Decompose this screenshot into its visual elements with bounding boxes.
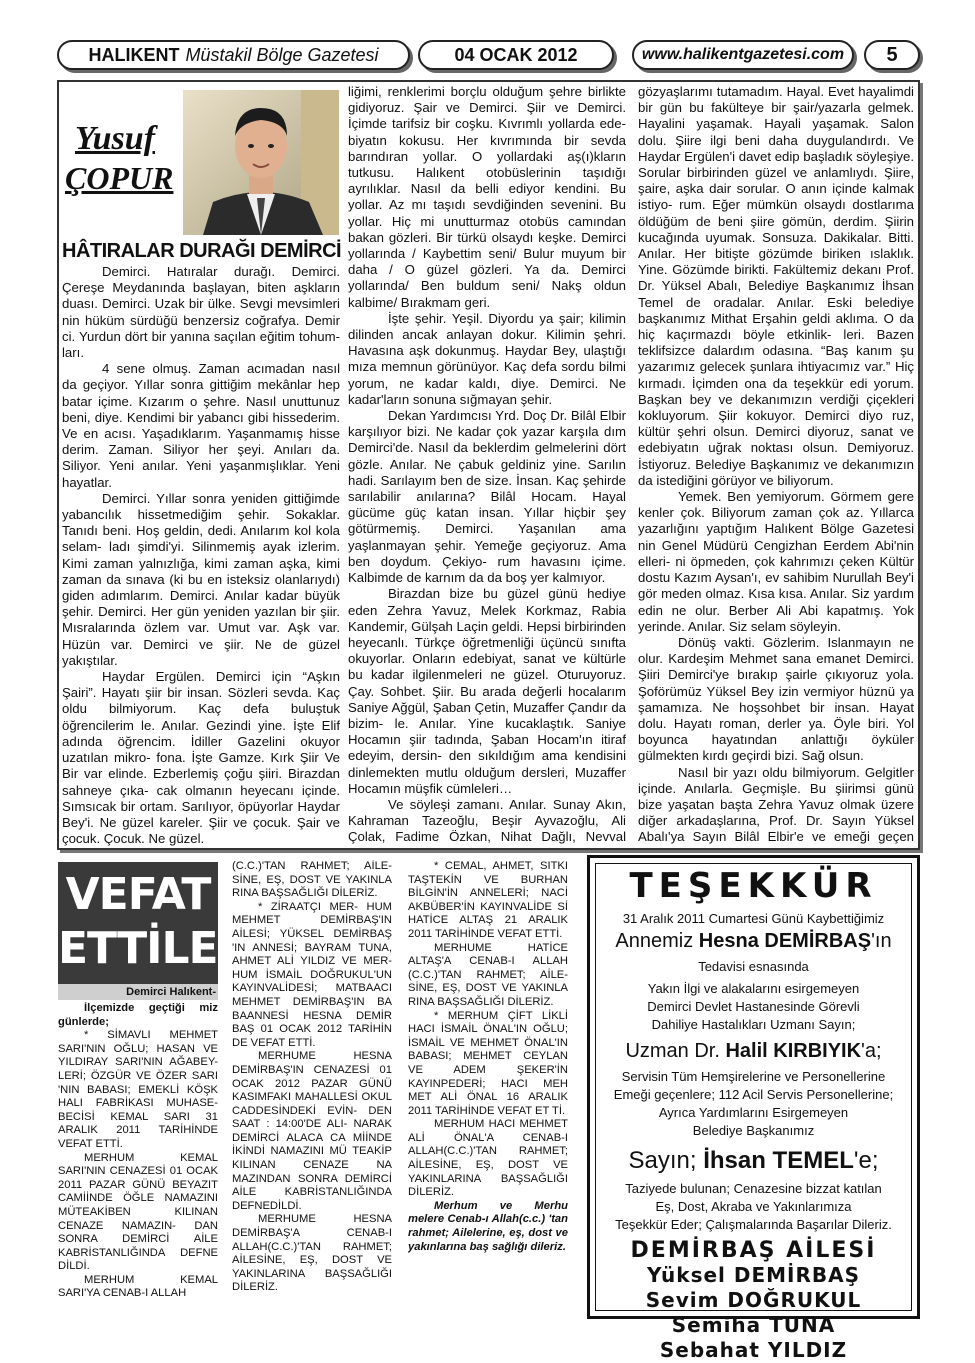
thank-you-line: Servisin Tüm Hemşirelerine ve Personellerine (621, 1069, 886, 1084)
obituary-paragraph: * SİMAVLI MEHMET SARI'NIN OĞLU; HASAN VE YILDIRAY SARI'NIN AĞABEY- LERİ; ÖZGÜR VE ÖZER SARI 'NIN BABASI; EMEKLİ KÖŞK HALI FABRİKASI MUHASE- BECİSİ KEMAL SARI 31 ARALIK 2011 TARİHİNDE VEFAT ETTİ. (58, 1029, 218, 1150)
obituary-paragraph: MERHUME HESNA DEMİRBAŞ'A CENAB-I ALLAH(C.C.)'TAN RAHMET; AİLESİNE, EŞ, DOST VE YAKINLARINA BAŞSAĞLIĞI DİLERİZ. (232, 1213, 392, 1294)
article-paragraph: İşte şehir. Yeşil. Diyordu ya şair; kilimin dilinden ancak anlayan dokur. Kilimin şehri. Havasına aşk dokunmuş. Haydar Bey, ulaştığı mıza memnun görünüyor. Kaç defa sordu bilmi yorum, ne kadar kaldı, diye. Demirci. Ne kadar'ların sonuna sığmayan şehir. (348, 310, 626, 407)
thank-you-text: 'ın (871, 930, 892, 952)
family-member: Sevim DOĞRUKUL (645, 1288, 862, 1312)
thank-you-text: 'a; (861, 1040, 882, 1062)
obituary-closing: Merhum ve Merhu melere Cenab-ı Allah(c.c.) 'tan rahmet; Ailelerine, eş, dost ve yakınlarına baş sağlığı dileriz. (408, 1199, 568, 1253)
thank-you-line: Taziyede bulunan; Cenazesine bizzat katılan (625, 1181, 882, 1196)
obituary-paragraph: MERHUM HACI MEHMET ALİ ÖNAL'A CENAB-I ALLAH(C.C.)'TAN RAHMET; AİLESİNE, EŞ, DOST VE YAKINLARINA BAŞSAĞLIĞI DİLERİZ. (408, 1118, 568, 1199)
thank-you-line: Emeği geçenlere; 112 Acil Servis Personellerine; (613, 1087, 894, 1102)
thank-you-line: Teşekkür Eder; Çalışmalarında Başarılar Dileriz. (615, 1217, 892, 1232)
family-member: Semiha TUNA (671, 1313, 836, 1337)
obituary-column-1 (58, 1002, 218, 1322)
obituary-paragraph: MERHUME HESNA DEMİRBAŞ'IN CENAZESİ 01 OCAK 2012 PAZAR GÜNÜ KASIMFAKI MAHALLESİ OKUL CADDESİNDEKİ EVİN- DEN SAAT : 14:00'DE ALI- NARAK DEMİRCİ ALACA CA MİİNDE İKİNDİ NAMAZINI MÜ TEAKİP KILINAN CENAZE NA MAZINDAN SONRA DEMİRCİ AİLE KABRİSTANLIĞINDA DEFNEDİLDİ. (232, 1050, 392, 1212)
mayor-name: İhsan TEMEL (703, 1147, 854, 1174)
article-paragraph: Nasıl bir yazı oldu bilmiyorum. Gelgitler içinde. Anılarla. Geçmişle. Bu şiirimsi günü bize yaşatan başta Zehra Yavuz olmak üzere diğer arkadaşlarına, Prof. Dr. Sayın Yüksel Abalı'ya Sayın Bilâl Elbir'e ve emeği geçen (638, 764, 914, 845)
author-photo (183, 90, 339, 235)
thank-you-deceased (590, 928, 917, 954)
website: www.halikentgazetesi.com (641, 46, 845, 63)
obituary-title-line-2: ETTİLER (58, 923, 251, 974)
paper-name: HALIKENT (88, 44, 180, 65)
article-paragraph: Ve söyleşi zamanı. Anılar. Sunay Akın, Kahraman Tazeoğlu, Beşir Ayvazoğlu, Ali Çolak, Fadime Özkan, Nihat Dağlı, Nevval (348, 796, 626, 845)
date-pill (418, 40, 614, 70)
article-paragraph: Dekan Yardımcısı Yrd. Doç Dr. Bilâl Elbir karşılıyor bizi. Ne kadar çok yazar karşıla dım Demirci'de. Nasıl da beklerdim gelmelerini dört gözle. Anılar. Ne çabuk geldiniz yine. Sarılın hadi. Sarılayım ben de size. İnsan. Kaç şehirde sarılabilir anılarına? Bilâl Hocam. Hayal gücüme güç katan insan. Yıllar hiçbir şey götürmemiş. Demirci. Yaşanılan ama yaşlanmayan şehir. Yemeğe geçiyoruz. Ama ben doydum. Çekiyo- rum havasını içime. Kalbimde de karnım da da boş yer kalmıyor. (348, 408, 626, 586)
thank-you-text: Annemiz (615, 930, 699, 952)
article-column-1 (62, 264, 340, 846)
thank-you-line: Ayrıca Yardımlarını Esirgemeyen (658, 1105, 849, 1120)
article-paragraph: liğimi, renklerimi borçlu olduğum şehre birlikte gidiyoruz. Şair ve Demirci. Şiir ve Demirci. İçimde tarifsiz bir coşku. Kıvrımlı yollarda ede- biyatın kokusu. Her kıvrımında bir sevda barındıran yollar. O yollardaki aş(ı)kların tutkusu. Halıkent otobüslerinin taşıdığı ayrılıklar. Nasıl da belli ediyor kendini. Bu yollar. Az mı taşıdı sevdiğinden sevenini. Bu yollar. Hiç mi unutturmaz otobüs camından bakan gözleri. Bir türkü olsaydı keşke. Demirci yollarında / Kaybettim seni/ Bulur muyum bir daha / O güzel gözleri. Ya da. Demirci yollarında/ Ben buldum seni/ Nakş oldun kalbime/ Bırakmam geri. (348, 84, 626, 310)
family-name: DEMİRBAŞ AİLESİ (630, 1238, 877, 1263)
doctor-name: Halil KIRBIYIK (725, 1040, 862, 1062)
article-paragraph: Demirci. Yıllar sonra yeniden gittiğimde yabancılık hissetmediğim şehir. Sokaklar. Tanıdı beni. Hoş geldin, dedi. Anılarım kol kola selam- ladı şimdi'yi. Silinmemiş ayak izlerim. Kimi zaman yalnızlığa, kimi zaman aşka, kimi zaman da sınava (ki bu en isteksiz olanlarıydı) giden adımlarım. Demirci. Anılar kadar büyük şehir. Demirci. Her gün yeniden yazılan bir şiir. Mısralarında özlem var. Umut var. Aşk var. Hüzün var. Demirci ve şiir. Ne de güzel yakıştılar. (62, 490, 340, 668)
article-paragraph: Demirci. Hatıralar durağı. Demirci. Çereşe Meydanında başlayan, biten aşkların duası. Demirci. Uzak bir ülke. Sevgi mevsimleri nin hüküm sürdüğü benzersiz coğrafya. Demir ci. Yurdun dört bir yanına saçılan eğitim tohum- ları. (62, 264, 340, 361)
thank-you-title: TEŞEKKÜR (629, 866, 878, 906)
paper-subtitle: Müstakil Bölge Gazetesi (185, 44, 379, 65)
website-pill (632, 40, 854, 70)
deceased-name: Hesna DEMİRBAŞ (698, 930, 872, 952)
thank-you-text: Uzman Dr. (625, 1040, 726, 1062)
author-portrait-image (183, 90, 339, 235)
obituary-paragraph: MERHUM KEMAL SARI'YA CENAB-I ALLAH (58, 1273, 218, 1300)
thank-you-line: Dahiliye Hastalıkları Uzmanı Sayın; (651, 1017, 856, 1032)
author-last-name: ÇOPUR (65, 160, 174, 196)
obituary-byline: Demirci Halıkent- (58, 984, 218, 1000)
obituary-paragraph: (C.C.)'TAN RAHMET; AİLE- SİNE, EŞ, DOST VE YAKINLA RINA BAŞSAĞLIĞI DİLERİZ. (232, 860, 392, 900)
obituary-paragraph: * CEMAL, AHMET, SITKI TAŞTEKİN VE BURHAN BİLGİN'İN ANNELERİ; NACİ AKBÜBER'İN KAYINVALİDE Sİ HATİCE ALTAŞ 21 ARALIK 2011 TARİHİNDE VEFAT ETTİ. (408, 860, 568, 940)
thank-you-doctor (590, 1038, 917, 1064)
family-member: Yüksel DEMİRBAŞ (647, 1263, 860, 1287)
obituary-paragraph: * MERHUM ÇİFT LİKLİ HACI İSMAİL ÖNAL'IN OĞLU; İSMAİL VE MEHMET ÖNAL'IN BABASI; MEHMET CEYLAN VE ADEM ŞEKER'İN KAYINPEDERİ; HACI MEH MET ALİ ÖNAL 16 ARALIK 2011 TARİHİNDE VEFAT ET Tİ. (408, 1009, 568, 1117)
obituary-paragraph: * ZİRAATÇI MER- HUM MEHMET DEMİRBAŞ'IN AİLESİ; YÜKSEL DEMİRBAŞ 'IN ANNESİ; BAYRAM TUNA, AHMET ALİ YILDIZ VE MER- HUM İSMAİL DOĞRUKUL'UN KAYINVALİDESİ; MATBAACI MEHMET DEMİRBAŞ'IN BA BAANNESİ HESNA DEMİR BAŞ 01 OCAK 2012 TARİHİN DE VEFAT ETTİ. (232, 900, 392, 1049)
obituary-title-box (58, 862, 251, 984)
thank-you-notice (587, 855, 920, 1362)
thank-you-line: Tedavisi esnasında (698, 959, 809, 974)
obituary-paragraph: MERHUME HATİCE ALTAŞ'A CENAB-I ALLAH (C.C.)'TAN RAHMET; AİLE- SİNE, EŞ, DOST VE YAKINLA RINA BAŞSAĞLIĞI DİLERİZ. (408, 941, 568, 1008)
thank-you-line: 31 Aralık 2011 Cumartesi Günü Kaybettiğimiz (622, 911, 885, 926)
article-column-2 (348, 84, 626, 846)
article-paragraph: Haydar Ergülen. Demirci için “Aşkın Şairi”. Hayatı şiir bir insan. Sözleri sevda. Kaç oldu bilmiyorum. Kaç defa buluştuk öğrencilerim le. Anılar. Gezindi yine. İşte Elif adında öğrencim. İdiller Gazelini okuyor uzatılan mikro- fona. İşte Gamze. Kırk Şiir Ve Bir var elinde. Ezberlemiş çoğu şiiri. Birazdan sahneye çıka- cak olmanın heyecanı içinde. Sımsıcak bir ortam. Sarılıyor, öpüyorlar Haydar Bey'i. Ne güzel kareler. Şiir ve çocuk. Şair ve çocuk. Çocuk. Ne güzel. (62, 669, 340, 846)
article-paragraph: 4 sene olmuş. Zaman acımadan nasıl da geçiyor. Yıllar sonra gittiğim mekânlar hep batar içime. Kızarım o şehre. Nasıl unuttunuz beni, diye. Kendimi bir yabancı gibi hissederim. Ve en acısı. Yaşadıklarım. Yaşanmamış hisse derim. Zaman. Siliyor her şeyi. Anıları da. Siliyor. Yeni anılar. Yeni yaşanmışlıklar. Yeni hayatlar. (62, 361, 340, 490)
masthead-pill (57, 40, 410, 70)
obituary-title-line-1: VEFAT (65, 869, 211, 920)
article-paragraph: gözyaşlarımı tutamadım. Hayal. Evet hayalimdi bir gün bu fakülteye bir şair/yazarla gelmek. Hayalini yaşamak. Hayali yaşamak. Salon dolu. Şiire ilgi beni daha duygulandırdı. Ve Haydar Ergülen'i davet edip başladık söyleşiye. Sorular birbirinden güzel ve anlamlıydı. Şiire, şaire, aşka dair sorular. O anın içinde kalmak istiyo- rum. Eğer mümkün olsaydı dostlarıma öldüğüm de beni şiire gömün, derdim. Şiirin kucağında uyumak. Sonsuza. Dakikalar. Bitti. Anılar. Her bitişte gözümde biriken ıslaklık. Yine. Gözümde birikti. Fakültemiz dekanı Prof. Dr. Yüksel Abalı, Belediye Başkanımız İhsan Temel de oradalar. Anılar. Eski belediye başkanımız Mithat Erşahin geldi aklıma. O da hiç kaçırmazdı böyle etkinlik- leri. Bazen teklifsizce dalardım odasına. “Baş kanım şu yazarımız gelecek şunlara ihtiyacımız var.” Hiç kırmadı. İçimden ona da teşekkür edi yorum. Başkan bey ve dekanımızın verdiği çiçekleri kokluyorum. Şiir kokuyor. Demirci diyo ruz, kültür şehri olsun. Demirci diyoruz, sanat ve edebiyatın uğrak noktası olsun. Demiyoruz. İstiyoruz. Belediye Başkanımız ve dekanımızın da istediğini görüyor ve biliyorum. (638, 84, 914, 488)
article-paragraph: Yemek. Ben yemiyorum. Görmem gere kenler çok. Biliyorum zaman çok az. Yıllarca yazarlığını yaptığım Halıkent Bölge Gazetesi nin Genel Müdürü Cengizhan Eerdem Abi'nin elleri- ni öpmeden, çok kahrımızı çeken Kültür dostu Kazım Aysan'ı, ev sahibim Nurullah Bey'i gör meden olmaz. Kısa kısa. Anılar. Siz yardım edin ne olur. Berber Ali Abi kapatmış. Yok yerinde. Anılar. Siz selam söyleyin. (638, 489, 914, 634)
article-column-3 (638, 84, 914, 846)
page-number: 5 (886, 43, 898, 66)
thank-you-mayor (590, 1146, 917, 1176)
article-paragraph: Birazdan bize bu güzel günü hediye eden Zehra Yavuz, Melek Korkmaz, Rabia Kandemir, Gülşah Laçin geldi. Hepsi birbirinden heyecanlı. Türkçe öğretmenliği üçüncü sınıfta okuyorlar. Onların edebiyat, sanat ve kültürle bu kadar ilgilenmeleri ne güzel. Oturuyoruz. Çay. Sohbet. Şiir. Bu arada değerli hocalarım Saniye Ağgül, Şaban Çetin, Muzaffer Çandır da bizim- le. Anılar. Yine kucaklaştık. Saniye Hocamın şiir tadında, Şaban Hocam'ın itiraf edeyim, dersin- den sıkıldığım ama kendisini dinlemekten mutlu olduğum dersleri, Muzaffer Hocamın müşfik cümleleri… (348, 586, 626, 796)
thank-you-line: Demirci Devlet Hastanesinde Görevli (647, 999, 860, 1014)
thank-you-text: Sayın; (628, 1147, 704, 1174)
obituary-paragraph: İlçemizde geçtiği miz günlerde; (58, 1002, 218, 1028)
thank-you-text: 'e; (853, 1147, 879, 1174)
obituary-paragraph: MERHUM KEMAL SARI'NIN CENAZESİ 01 OCAK 2011 PAZAR GÜNÜ BEYAZIT CAMİİNDE ÖĞLE NAMAZINI MÜTEAKİBEN KILINAN CENAZE NAMAZIN- DAN SONRA DEMİRCİ AİLE KABRİSTANLIĞINDA DEFNE DİLDİ. (58, 1151, 218, 1273)
thank-you-line: Belediye Başkanımız (692, 1123, 815, 1138)
thank-you-line: Yakın İlgi ve alakalarını esirgemeyen (647, 981, 860, 996)
issue-date: 04 OCAK 2012 (454, 44, 578, 65)
article-paragraph: Dönüş vakti. Gözlerim. Islanmayın ne olur. Kardeşim Mehmet sana emanet Demirci. Şiiri Demirci'ye bırakıp şairle çıkıyoruz yola. Şoförümüz Yüksel Bey izin vermiyor hüznü ya şamamıza. Ne hoşsohbet bir insan. Hayat dolu. Hayatı roman, derler ya. Öyle biri. Yol boyunca hayatından anlattığı öyküler gülmekten kırdı geçirdi bizi. Sağ olsun. (638, 634, 914, 764)
thank-you-line: Eş, Dost, Akraba ve Yakınlarımıza (655, 1199, 852, 1214)
obituary-column-3 (408, 860, 568, 1322)
page-number-pill (864, 40, 920, 70)
family-member: Sebahat YILDIZ (659, 1338, 848, 1362)
article-headline: HÂTIRALAR DURAĞI DEMİRCİ (62, 240, 342, 262)
obituary-column-2 (232, 860, 392, 1322)
author-first-name: Yusuf (75, 120, 156, 157)
